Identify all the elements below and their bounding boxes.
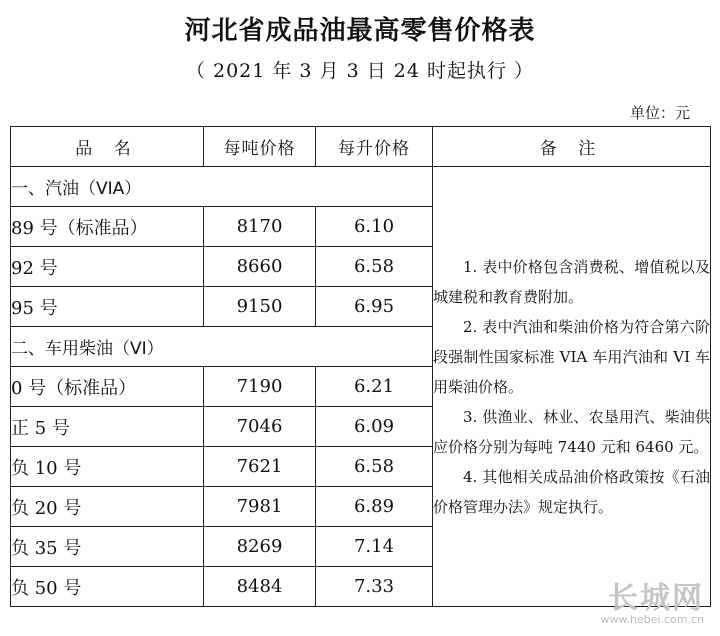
product-name: 89 号（标准品） bbox=[11, 207, 204, 247]
product-name: 正 5 号 bbox=[11, 407, 204, 447]
price-per-ton: 8170 bbox=[204, 207, 316, 247]
note-item: 2. 表中汽油和柴油价格为符合第六阶段强制性国家标准 VIA 车用汽油和 VI 车用柴油价格。 bbox=[433, 317, 710, 396]
product-name: 0 号（标准品） bbox=[11, 367, 204, 407]
price-table bbox=[10, 126, 711, 607]
price-per-liter: 6.89 bbox=[316, 487, 433, 527]
unit-label: 单位：元 bbox=[629, 104, 690, 122]
remarks-cell bbox=[433, 167, 711, 607]
price-per-liter: 6.58 bbox=[316, 247, 433, 287]
section-gasoline: 一、汽油（VIA） bbox=[11, 167, 433, 207]
price-per-liter: 7.33 bbox=[316, 567, 433, 607]
note-item: 4. 其他相关成品油价格政策按《石油价格管理办法》规定执行。 bbox=[433, 467, 710, 516]
page-title: 河北省成品油最高零售价格表 bbox=[184, 16, 536, 46]
table-header-row bbox=[11, 127, 711, 167]
product-name: 92 号 bbox=[11, 247, 204, 287]
effective-date-subtitle: （ 2021 年 3 月 3 日 24 时起执行 ） bbox=[185, 60, 535, 82]
watermark-logo: 长城网 bbox=[608, 581, 704, 616]
watermark-url: www.hebei.com.cn bbox=[600, 613, 704, 626]
price-per-liter: 6.09 bbox=[316, 407, 433, 447]
watermark bbox=[600, 573, 704, 626]
price-per-liter: 6.21 bbox=[316, 367, 433, 407]
note-item: 1. 表中价格包含消费税、增值税以及城建税和教育费附加。 bbox=[433, 257, 710, 306]
section-diesel: 二、车用柴油（VI） bbox=[11, 327, 433, 367]
price-per-liter: 7.14 bbox=[316, 527, 433, 567]
price-per-ton: 7981 bbox=[204, 487, 316, 527]
price-per-ton: 9150 bbox=[204, 287, 316, 327]
price-per-ton: 8269 bbox=[204, 527, 316, 567]
price-per-ton: 8484 bbox=[204, 567, 316, 607]
product-name: 负 20 号 bbox=[11, 487, 204, 527]
product-name: 负 35 号 bbox=[11, 527, 204, 567]
price-per-ton: 8660 bbox=[204, 247, 316, 287]
header-per-liter: 每升价格 bbox=[316, 127, 433, 167]
price-per-ton: 7190 bbox=[204, 367, 316, 407]
price-per-ton: 7046 bbox=[204, 407, 316, 447]
price-per-ton: 7621 bbox=[204, 447, 316, 487]
header-remarks: 备 注 bbox=[433, 127, 711, 167]
product-name: 负 50 号 bbox=[11, 567, 204, 607]
product-name: 负 10 号 bbox=[11, 447, 204, 487]
note-item: 3. 供渔业、林业、农垦用汽、柴油供应价格分别为每吨 7440 元和 6460 元。 bbox=[433, 407, 710, 456]
price-per-liter: 6.10 bbox=[316, 207, 433, 247]
header-per-ton: 每吨价格 bbox=[204, 127, 316, 167]
header-name: 品 名 bbox=[11, 127, 204, 167]
section-row-gasoline bbox=[11, 167, 711, 207]
product-name: 95 号 bbox=[11, 287, 204, 327]
price-per-liter: 6.58 bbox=[316, 447, 433, 487]
price-per-liter: 6.95 bbox=[316, 287, 433, 327]
